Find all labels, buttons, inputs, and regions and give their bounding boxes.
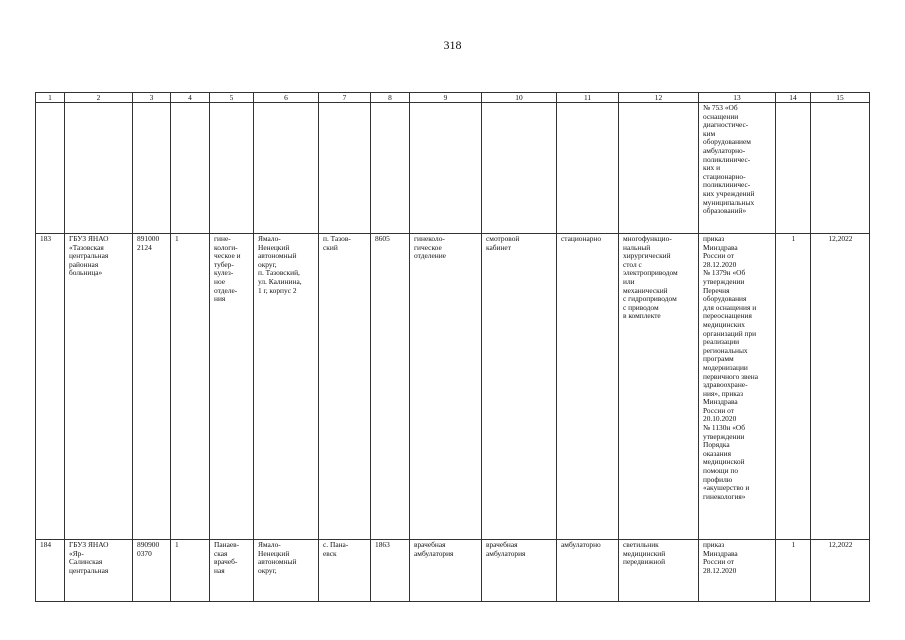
cell-equipment: светильник медицинский передвижной (619, 540, 699, 602)
column-header: 3 (133, 93, 171, 103)
cell-room (482, 103, 557, 234)
cell-code: 890900 0370 (133, 540, 171, 602)
cell-department: Панаев- ская врачеб- ная (210, 540, 254, 602)
cell-date: 12,2022 (811, 234, 870, 540)
column-header: 7 (319, 93, 371, 103)
cell-room: смотровой кабинет (482, 234, 557, 540)
cell-population: 1863 (371, 540, 410, 602)
cell-code: 891000 2124 (133, 234, 171, 540)
table-row-continuation (36, 103, 870, 234)
column-header: 11 (557, 93, 619, 103)
cell-regulation: № 753 «Об оснащении диагностичес- ким оборудованием амбулаторно- поликлиничес- ких и стационарно- поликлиничес- ких учреждений муниципальных образований» (699, 103, 776, 234)
cell-population (371, 103, 410, 234)
cell-settlement: с. Пана- евск (319, 540, 371, 602)
cell-count: 1 (171, 234, 210, 540)
cell-index: 183 (36, 234, 65, 540)
cell-care-mode: амбулаторно (557, 540, 619, 602)
column-number-row (36, 93, 870, 103)
cell-index: 184 (36, 540, 65, 602)
cell-count (171, 103, 210, 234)
cell-equipment (619, 103, 699, 234)
cell-code (133, 103, 171, 234)
cell-date: 12,2022 (811, 540, 870, 602)
cell-care-mode (557, 103, 619, 234)
cell-equipment: многофункцио- нальный хирургический стол с электроприводом или механический с гидроприводом с приводом в комплекте (619, 234, 699, 540)
cell-quantity (776, 103, 811, 234)
cell-department (210, 103, 254, 234)
cell-address: Ямало- Ненецкий автономный округ, (254, 540, 319, 602)
cell-unit (410, 103, 482, 234)
column-header: 1 (36, 93, 65, 103)
cell-organization: ГБУЗ ЯНАО «Тазовская центральная районная больница» (65, 234, 133, 540)
table-row-183 (36, 234, 870, 540)
column-header: 2 (65, 93, 133, 103)
cell-count: 1 (171, 540, 210, 602)
cell-quantity: 1 (776, 234, 811, 540)
column-header: 8 (371, 93, 410, 103)
column-header: 14 (776, 93, 811, 103)
data-table (35, 92, 870, 602)
cell-room: врачебная амбулатория (482, 540, 557, 602)
cell-settlement (319, 103, 371, 234)
column-header: 13 (699, 93, 776, 103)
cell-care-mode: стационарно (557, 234, 619, 540)
cell-index (36, 103, 65, 234)
column-header: 10 (482, 93, 557, 103)
column-header: 4 (171, 93, 210, 103)
cell-department: гине- кологи- ческое и тубер- кулез- ное отделе- ния (210, 234, 254, 540)
column-header: 5 (210, 93, 254, 103)
page-number: 318 (443, 38, 462, 52)
cell-organization (65, 103, 133, 234)
cell-address: Ямало- Ненецкий автономный округ, п. Тазовский, ул. Калинина, 1 г, корпус 2 (254, 234, 319, 540)
cell-organization: ГБУЗ ЯНАО «Яр- Салинская центральная (65, 540, 133, 602)
cell-regulation: приказ Минздрава России от 28.12.2020 № 1379н «Об утверждении Перечня оборудования для оснащения и переоснащения медицинских организаций при реализации региональных программ модернизации первичного звена здравоохране- ния», приказ Минздрава России от 20.10.2020 № 1130н «Об утверждении Порядка оказания медицинской помощи по профилю «акушерство и гинекология» (699, 234, 776, 540)
column-header: 15 (811, 93, 870, 103)
cell-date (811, 103, 870, 234)
column-header: 9 (410, 93, 482, 103)
table-row-184 (36, 540, 870, 602)
column-header: 6 (254, 93, 319, 103)
cell-regulation: приказ Минздрава России от 28.12.2020 (699, 540, 776, 602)
cell-unit: гинеколо- гическое отделение (410, 234, 482, 540)
cell-address (254, 103, 319, 234)
column-header: 12 (619, 93, 699, 103)
cell-quantity: 1 (776, 540, 811, 602)
cell-settlement: п. Тазов- ский (319, 234, 371, 540)
cell-unit: врачебная амбулатория (410, 540, 482, 602)
cell-population: 8605 (371, 234, 410, 540)
